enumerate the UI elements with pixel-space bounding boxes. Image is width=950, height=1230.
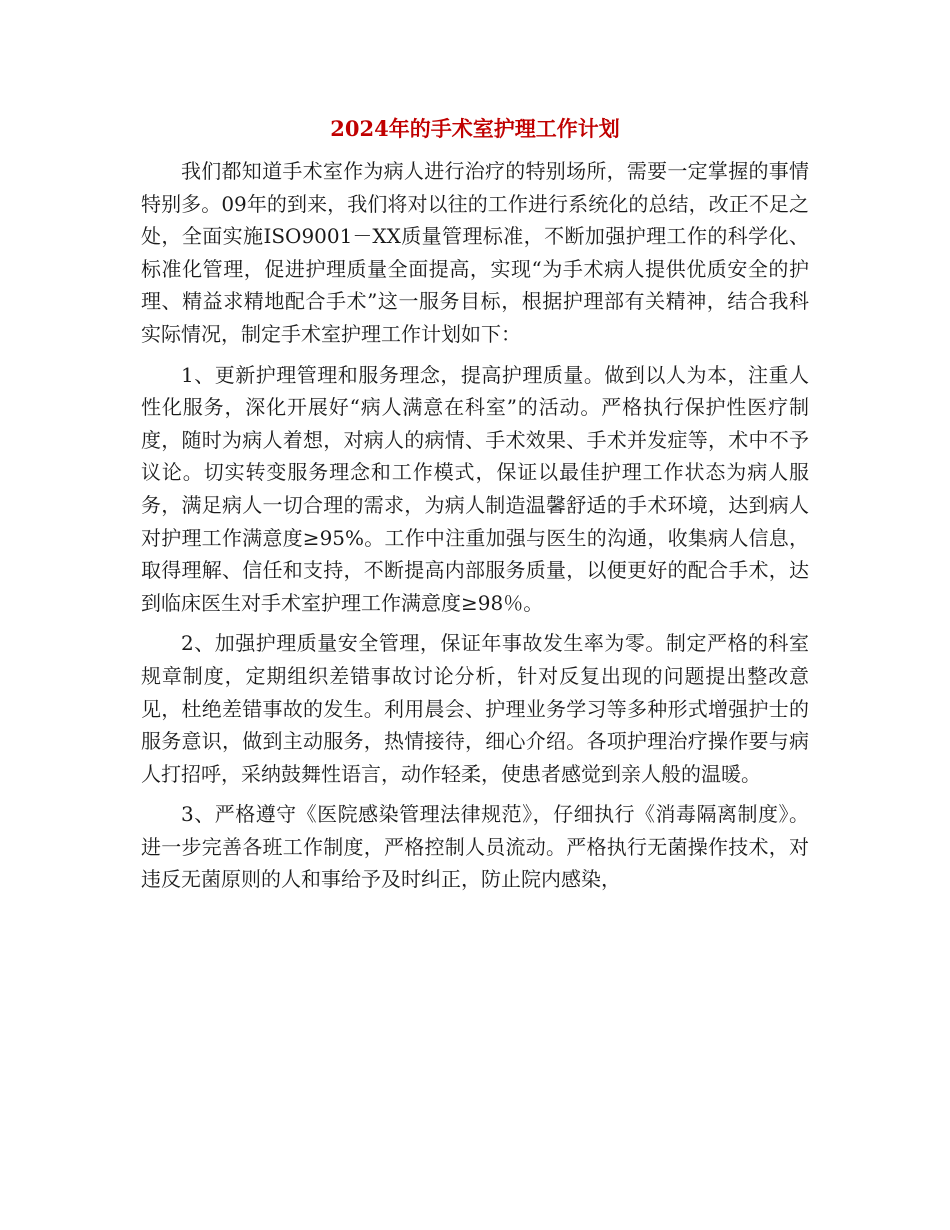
paragraph-item-1: 1、更新护理管理和服务理念，提高护理质量。做到以人为本，注重人性化服务，深化开展好“病人满意在科室”的活动。严格执行保护性医疗制度，随时为病人着想，对病人的病情、手术效果、手术并发症等，术中不予议论。切实转变服务理念和工作模式，保证以最佳护理工作状态为病人服务，满足病人一切合理的需求，为病人制造温馨舒适的手术环境，达到病人对护理工作满意度≥95%。工作中注重加强与医生的沟通，收集病人信息，取得理解、信任和支持，不断提高内部服务质量，以便更好的配合手术，达到临床医生对手术室护理工作满意度≥98％。 (141, 362, 809, 615)
paragraph-intro: 我们都知道手术室作为病人进行治疗的特别场所，需要一定掌握的事情特别多。09年的到来，我们将对以往的工作进行系统化的总结，改正不足之处，全面实施ISO9001－XX质量管理标准，不断加强护理工作的科学化、标准化管理，促进护理质量全面提高，实现“为手术病人提供优质安全的护理、精益求精地配合手术”这一服务目标，根据护理部有关精神，结合我科实际情况，制定手术室护理工作计划如下： (141, 159, 809, 346)
paragraph-item-3: 3、严格遵守《医院感染管理法律规范》，仔细执行《消毒隔离制度》。进一步完善各班工作制度，严格控制人员流动。严格执行无菌操作技术，对违反无菌原则的人和事给予及时纠正，防止院内感染， (141, 802, 809, 892)
document-title: 2024年的手术室护理工作计划 (330, 116, 620, 141)
document-body (141, 155, 809, 904)
paragraph-item-2: 2、加强护理质量安全管理，保证年事故发生率为零。制定严格的科室规章制度，定期组织差错事故讨论分析，针对反复出现的问题提出整改意见，杜绝差错事故的发生。利用晨会、护理业务学习等多种形式增强护士的服务意识，做到主动服务，热情接待，细心介绍。各项护理治疗操作要与病人打招呼，采纳鼓舞性语言，动作轻柔，使患者感觉到亲人般的温暖。 (141, 631, 809, 786)
